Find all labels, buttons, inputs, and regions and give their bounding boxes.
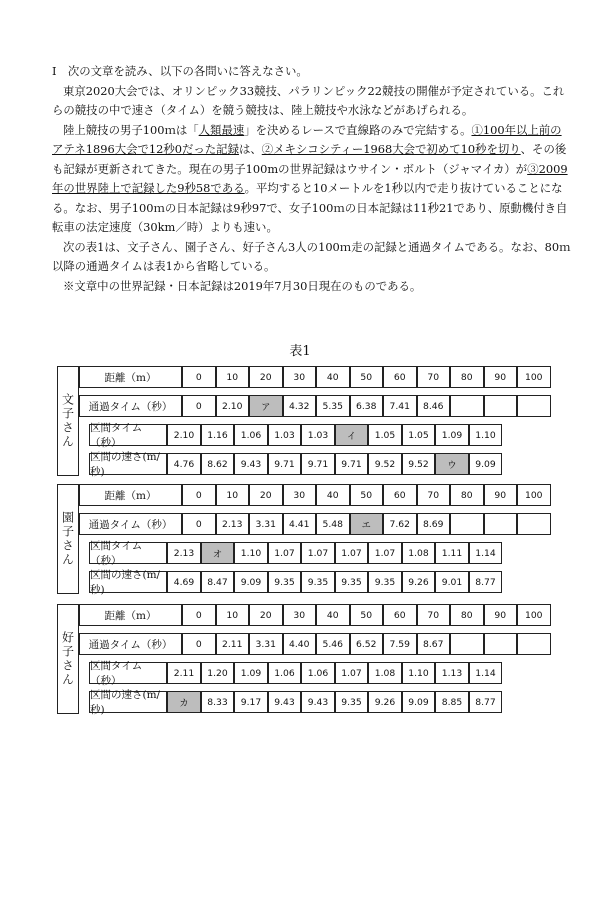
speed-cell: 9.35 — [368, 571, 402, 593]
pass-time-cell: 4.32 — [283, 395, 317, 417]
section-time-cell: 1.10 — [234, 542, 268, 564]
pass-time-cell — [450, 633, 484, 655]
row-label: 距離（m） — [79, 366, 182, 388]
section-time-cell: 1.03 — [301, 424, 335, 446]
distance-cell: 60 — [383, 366, 417, 388]
row-label: 区間の速さ(m/秒) — [89, 691, 167, 713]
text-span: Ⅰ 次の文章を読み、以下の各問いに答えなさい。 — [52, 64, 308, 78]
section-time-cell: 1.10 — [469, 424, 503, 446]
pass-time-cell: 7.41 — [383, 395, 417, 417]
distance-cell: 20 — [249, 366, 283, 388]
distance-cell: 50 — [350, 484, 384, 506]
speed-cell: 9.17 — [234, 691, 268, 713]
section-time-cell: 1.07 — [301, 542, 335, 564]
pass-time-cell: 2.10 — [216, 395, 250, 417]
section-time-cell: 1.10 — [402, 662, 436, 684]
blank-marker: エ — [350, 513, 384, 535]
pass-time-cell: 5.46 — [316, 633, 350, 655]
section-time-cell: 2.13 — [167, 542, 201, 564]
distance-cell: 50 — [350, 366, 384, 388]
text-span: は、 — [238, 142, 262, 156]
pass-time-cell — [450, 395, 484, 417]
pass-time-cell: 4.41 — [283, 513, 317, 535]
speed-cell: 4.69 — [167, 571, 201, 593]
speed-cell: 9.09 — [234, 571, 268, 593]
speed-cell: 9.52 — [402, 453, 436, 475]
speed-cell: 9.71 — [335, 453, 369, 475]
pass-time-cell: 7.62 — [383, 513, 417, 535]
pass-time-cell: 8.67 — [417, 633, 451, 655]
runner-name: 文子さん — [57, 366, 79, 476]
speed-cell: 8.47 — [201, 571, 235, 593]
distance-cell: 0 — [182, 484, 216, 506]
row-label: 区間タイム（秒） — [89, 662, 167, 684]
row-label: 通過タイム（秒） — [79, 633, 182, 655]
pass-time-cell — [484, 395, 518, 417]
pass-time-cell: 2.13 — [216, 513, 250, 535]
pass-time-cell: 0 — [182, 513, 216, 535]
distance-cell: 100 — [517, 604, 551, 626]
distance-cell: 100 — [517, 484, 551, 506]
pass-time-cell — [517, 395, 551, 417]
section-time-cell: 1.06 — [301, 662, 335, 684]
section-time-cell: 1.05 — [368, 424, 402, 446]
distance-cell: 40 — [316, 484, 350, 506]
speed-cell: 9.52 — [368, 453, 402, 475]
underlined-phrase: ③2009年の世界陸上で記録した9秒58である — [52, 161, 568, 195]
row-label: 距離（m） — [79, 604, 182, 626]
speed-cell: 9.43 — [301, 691, 335, 713]
section-time-cell: 1.05 — [402, 424, 436, 446]
pass-time-cell: 4.40 — [283, 633, 317, 655]
speed-cell: 8.33 — [201, 691, 235, 713]
speed-cell: 9.35 — [301, 571, 335, 593]
section-time-cell: 1.14 — [469, 542, 503, 564]
paragraph — [52, 277, 572, 297]
pass-time-cell — [484, 633, 518, 655]
runner-name: 園子さん — [57, 484, 79, 594]
distance-cell: 90 — [484, 366, 518, 388]
distance-cell: 20 — [249, 484, 283, 506]
row-label: 区間の速さ(m/秒) — [89, 453, 167, 475]
blank-marker: オ — [201, 542, 235, 564]
paragraph — [52, 121, 572, 238]
distance-cell: 90 — [484, 604, 518, 626]
paragraph — [52, 82, 572, 121]
section-time-cell: 2.11 — [167, 662, 201, 684]
blank-marker: イ — [335, 424, 369, 446]
underlined-phrase: ②メキシコシティー1968大会で初めて10秒を切り — [261, 142, 521, 156]
paragraph — [52, 238, 572, 277]
section-time-cell: 1.13 — [435, 662, 469, 684]
pass-time-cell: 6.38 — [350, 395, 384, 417]
distance-cell: 60 — [383, 484, 417, 506]
distance-cell: 0 — [182, 604, 216, 626]
text-span: ※文章中の世界記録・日本記録は2019年7月30日現在のものである。 — [63, 278, 422, 293]
text-span: 」を決めるレースで直線路のみで完結する。 — [244, 122, 472, 137]
text-span: 次の表1は、文子さん、園子さん、好子さん3人の100ｍ走の記録と通過タイムである。なお、80ｍ以降の通過タイムは表1から省略している。 — [52, 239, 571, 273]
row-label: 区間タイム（秒） — [89, 424, 167, 446]
pass-time-cell: 0 — [182, 633, 216, 655]
section-time-cell: 1.07 — [268, 542, 302, 564]
runner-table — [57, 604, 567, 714]
blank-marker: カ — [167, 691, 201, 713]
distance-cell: 40 — [316, 366, 350, 388]
blank-marker: ウ — [435, 453, 469, 475]
section-time-cell: 2.10 — [167, 424, 201, 446]
pass-time-cell: 0 — [182, 395, 216, 417]
speed-cell: 9.35 — [335, 571, 369, 593]
table-title: 表1 — [289, 344, 311, 359]
speed-cell: 9.01 — [435, 571, 469, 593]
speed-cell: 9.35 — [268, 571, 302, 593]
runner-table — [57, 484, 567, 594]
distance-cell: 60 — [383, 604, 417, 626]
speed-cell: 9.26 — [402, 571, 436, 593]
text-span: 東京2020大会では、オリンピック33競技、パラリンピック22競技の開催が予定されている。これらの競技の中で速さ（タイム）を競う競技は、陸上競技や水泳などがあげられる。 — [52, 83, 565, 117]
distance-cell: 30 — [283, 484, 317, 506]
speed-cell: 9.09 — [402, 691, 436, 713]
distance-cell: 10 — [216, 604, 250, 626]
passage — [52, 62, 572, 296]
blank-marker: ア — [249, 395, 283, 417]
text-span: 、その後も記録が更新されてきた。現在の男子100mの世界記録はウサイン・ボルト（ジャマイカ）が — [52, 142, 567, 176]
section-time-cell: 1.09 — [435, 424, 469, 446]
speed-cell: 4.76 — [167, 453, 201, 475]
pass-time-cell — [450, 513, 484, 535]
pass-time-cell: 5.48 — [316, 513, 350, 535]
underlined-phrase: ①100年以上前のアテネ1896大会で12秒0だった記録 — [52, 122, 562, 156]
row-label: 通過タイム（秒） — [79, 395, 182, 417]
pass-time-cell: 2.11 — [216, 633, 250, 655]
row-label: 通過タイム（秒） — [79, 513, 182, 535]
runner-name: 好子さん — [57, 604, 79, 714]
distance-cell: 100 — [517, 366, 551, 388]
distance-cell: 70 — [417, 484, 451, 506]
distance-cell: 80 — [450, 366, 484, 388]
section-time-cell: 1.11 — [435, 542, 469, 564]
pass-time-cell: 7.59 — [383, 633, 417, 655]
distance-cell: 10 — [216, 484, 250, 506]
pass-time-cell: 5.35 — [316, 395, 350, 417]
distance-cell: 80 — [450, 604, 484, 626]
section-time-cell: 1.08 — [402, 542, 436, 564]
distance-cell: 30 — [283, 604, 317, 626]
distance-cell: 20 — [249, 604, 283, 626]
distance-cell: 0 — [182, 366, 216, 388]
speed-cell: 9.26 — [368, 691, 402, 713]
runner-table — [57, 366, 567, 476]
text-span: 。平均すると10メートルを1秒以内で走り抜けていることになる。なお、男子100ｍの日本記録は9秒97で、女子100ｍの日本記録は11秒21であり、原動機付き自転車の法定速度（30km／時）よりも速い。 — [52, 181, 568, 234]
row-label: 区間タイム（秒） — [89, 542, 167, 564]
speed-cell: 8.77 — [469, 571, 503, 593]
pass-time-cell: 8.69 — [417, 513, 451, 535]
section-time-cell: 1.08 — [368, 662, 402, 684]
distance-cell: 40 — [316, 604, 350, 626]
pass-time-cell: 3.31 — [249, 513, 283, 535]
distance-cell: 50 — [350, 604, 384, 626]
row-label: 距離（m） — [79, 484, 182, 506]
speed-cell: 9.43 — [268, 691, 302, 713]
section-time-cell: 1.06 — [234, 424, 268, 446]
pass-time-cell: 8.46 — [417, 395, 451, 417]
section-time-cell: 1.07 — [335, 542, 369, 564]
speed-cell: 9.43 — [234, 453, 268, 475]
distance-cell: 90 — [484, 484, 518, 506]
distance-cell: 10 — [216, 366, 250, 388]
distance-cell: 30 — [283, 366, 317, 388]
speed-cell: 8.85 — [435, 691, 469, 713]
speed-cell: 8.62 — [201, 453, 235, 475]
pass-time-cell: 6.52 — [350, 633, 384, 655]
section-time-cell: 1.14 — [469, 662, 503, 684]
speed-cell: 9.71 — [268, 453, 302, 475]
speed-cell: 8.77 — [469, 691, 503, 713]
section-time-cell: 1.07 — [368, 542, 402, 564]
section-time-cell: 1.09 — [234, 662, 268, 684]
speed-cell: 9.71 — [301, 453, 335, 475]
underlined-phrase: 人類最速 — [198, 122, 245, 137]
paragraph — [52, 62, 572, 82]
section-time-cell: 1.03 — [268, 424, 302, 446]
pass-time-cell: 3.31 — [249, 633, 283, 655]
row-label: 区間の速さ(m/秒) — [89, 571, 167, 593]
section-time-cell: 1.16 — [201, 424, 235, 446]
text-span: 陸上競技の男子100ｍは「 — [63, 122, 199, 137]
section-time-cell: 1.07 — [335, 662, 369, 684]
distance-cell: 70 — [417, 366, 451, 388]
speed-cell: 9.09 — [469, 453, 503, 475]
pass-time-cell — [517, 513, 551, 535]
distance-cell: 70 — [417, 604, 451, 626]
distance-cell: 80 — [450, 484, 484, 506]
pass-time-cell — [517, 633, 551, 655]
speed-cell: 9.35 — [335, 691, 369, 713]
pass-time-cell — [484, 513, 518, 535]
section-time-cell: 1.20 — [201, 662, 235, 684]
section-time-cell: 1.06 — [268, 662, 302, 684]
